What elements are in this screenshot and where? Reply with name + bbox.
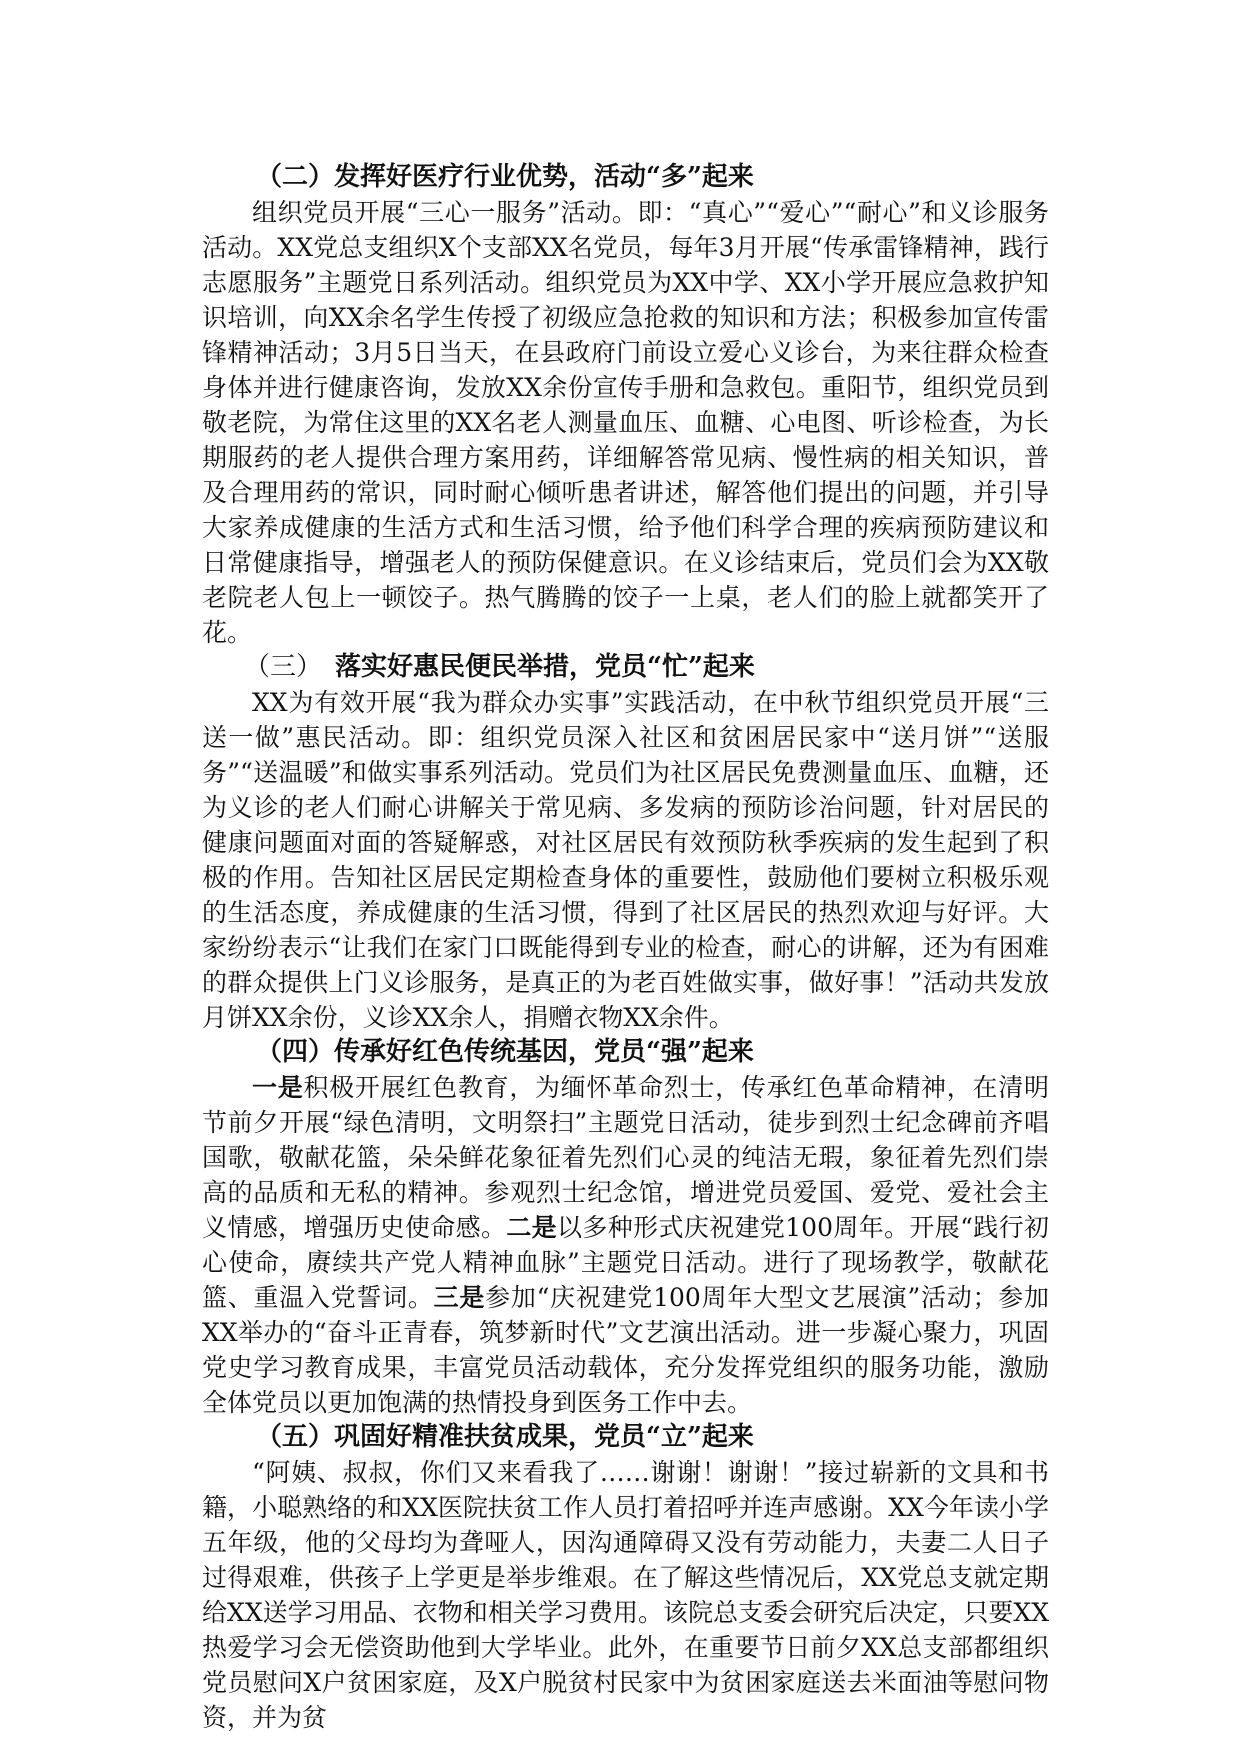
item-1-text: 积极开展红色教育，为缅怀革命烈士，传承红色革命精神，在清明节前夕开展“绿色清明，文明祭扫”主题党日活动，徒步到烈士纪念碑前齐唱国歌，敬献花篮，朵朵鲜花象征着先烈们心灵的纯洁无瑕，象征着先烈们崇高的品质和无私的精神。参观烈士纪念馆，增进党员爱国、爱党、爱社会主义情感，增强历史使命感。 (202, 1073, 1049, 1242)
item-2-text: 以多种形式庆祝建党100周年。开展“践行初心使命，赓续共产党人精神血脉”主题党日活动。进行了现场教学，敬献花篮、重温入党誓词。 (202, 1213, 1049, 1312)
section-4-heading: （四）传承好红色传统基因，党员“强”起来 (256, 1037, 754, 1067)
item-2-lead: 二是 (506, 1213, 558, 1242)
section-3-heading-text: 落实好惠民便民举措，党员“忙”起来 (335, 652, 755, 682)
section-3-heading-number: （三） (244, 652, 323, 682)
section-3-paragraph: XX为有效开展“我为群众办实事”实践活动，在中秋节组织党员开展“三送一做”惠民活动。即：组织党员深入社区和贫困居民家中“送月饼”“送服务”“送温暖”和做实事系列活动。党员们为社区居民免费测量血压、血糖，还为义诊的老人们耐心讲解关于常见病、多发病的预防诊治问题，针对居民的健康问题面对面的答疑解惑，对社区居民有效预防秋季疾病的发生起到了积极的作用。告知社区居民定期检查身体的重要性，鼓励他们要树立积极乐观的生活态度，养成健康的生活习惯，得到了社区居民的热烈欢迎与好评。大家纷纷表示“让我们在家门口既能得到专业的检查，耐心的讲解，还为有困难的群众提供上门义诊服务，是真正的为老百姓做实事，做好事！”活动共发放月饼XX余份，义诊XX余人，捐赠衣物XX余件。 (202, 688, 1049, 1032)
item-3-text: 参加“庆祝建党100周年大型文艺展演”活动；参加XX举办的“奋斗正青春，筑梦新时代”文艺演出活动。进一步凝心聚力，巩固党史学习教育成果，丰富党员活动载体，充分发挥党组织的服务功能，激励全体党员以更加饱满的热情投身到医务工作中去。 (202, 1283, 1049, 1417)
section-5-heading: （五）巩固好精准扶贫成果，党员“立”起来 (256, 1422, 754, 1452)
section-2-paragraph: 组织党员开展“三心一服务”活动。即：“真心”“爱心”“耐心”和义诊服务活动。XX党总支组织X个支部XX名党员，每年3月开展“传承雷锋精神，践行志愿服务”主题党日系列活动。组织党员为XX中学、XX小学开展应急救护知识培训，向XX余名学生传授了初级应急抢救的知识和方法；积极参加宣传雷锋精神活动；3月5日当天，在县政府门前设立爱心义诊台，为来往群众检查身体并进行健康咨询，发放XX余份宣传手册和急救包。重阳节，组织党员到敬老院，为常住这里的XX名老人测量血压、血糖、心电图、听诊检查，为长期服药的老人提供合理方案用药，详细解答常见病、慢性病的相关知识，普及合理用药的常识，同时耐心倾听患者讲述，解答他们提出的问题，并引导大家养成健康的生活方式和生活习惯，给予他们科学合理的疾病预防建议和日常健康指导，增强老人的预防保健意识。在义诊结束后，党员们会为XX敬老院老人包上一顿饺子。热气腾腾的饺子一上桌，老人们的脸上就都笑开了花。 (202, 198, 1049, 647)
section-4-paragraph (202, 1070, 1049, 1420)
item-3-lead: 三是 (433, 1283, 486, 1312)
section-3-heading (202, 650, 1049, 685)
section-5-paragraph: “阿姨、叔叔，你们又来看我了……谢谢！谢谢！”接过崭新的文具和书籍，小聪熟络的和XX医院扶贫工作人员打着招呼并连声感谢。XX今年读小学五年级，他的父母均为聋哑人，因沟通障碍又没有劳动能力，夫妻二人日子过得艰难，供孩子上学更是举步维艰。在了解这些情况后，XX党总支就定期给XX送学习用品、衣物和相关学习费用。该院总支委会研究后决定，只要XX热爱学习会无偿资助他到大学毕业。此外，在重要节日前夕XX总支部都组织党员慰问X户贫困家庭，及X户脱贫村民家中为贫困家庭送去米面油等慰问物资，并为贫 (202, 1458, 1049, 1732)
document-content (202, 160, 1049, 1735)
item-1-lead: 一是 (252, 1073, 304, 1102)
section-2-heading: （二）发挥好医疗行业优势，活动“多”起来 (256, 162, 754, 192)
